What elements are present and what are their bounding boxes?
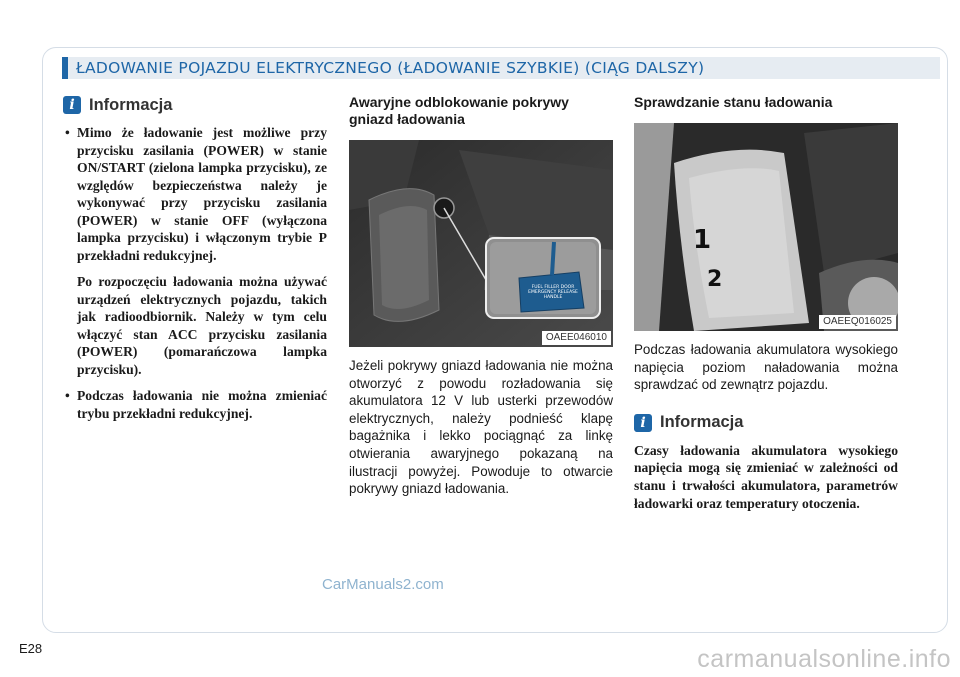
- column-middle: [349, 94, 613, 498]
- charge-status-heading: Sprawdzanie stanu ładowania: [634, 94, 833, 110]
- page-number: E28: [19, 641, 43, 656]
- trunk-illustration: [349, 140, 613, 347]
- bullet-paragraph: Po rozpoczęciu ładowania można używać urządzeń elektrycznych pojazdu, takich jak radioodbiornik. Należy w tym celu włączyć stan ACC przycisku zasilania (POWER) (pomarańczowa lampka przycisku).: [77, 274, 327, 377]
- charge-status-text: Podczas ładowania akumulatora wysokiego napięcia poziom naładowania można sprawdzać od zewnątrz pojazdu.: [634, 342, 898, 393]
- watermark-carmanuals2: CarManuals2.com: [322, 576, 444, 593]
- info-title: Informacja: [660, 413, 744, 432]
- info-bullet-list: [63, 124, 327, 422]
- emergency-release-heading: Awaryjne odblokowanie pokrywy gniazd ładowania: [349, 94, 569, 127]
- release-tag-label: FUEL FILLER DOOR EMERGENCY RELEASE HANDLE: [528, 285, 578, 300]
- info-title: Informacja: [89, 95, 173, 114]
- column-left: [63, 94, 327, 431]
- info-icon: i: [63, 96, 81, 114]
- bullet-item: [63, 124, 327, 378]
- bullet-paragraph: • Podczas ładowania nie można zmieniać trybu przekładni redukcyjnej.: [77, 388, 327, 421]
- charge-indicator-figure: [634, 123, 898, 331]
- callout-1: 1: [693, 225, 712, 255]
- bullet-paragraph: • Mimo że ładowanie jest możliwe przy przycisku zasilania (POWER) w stanie ON/START (zielona lampka przycisku), ze względów bezpieczeństwa należy je wykonywać przy przycisku zasilania (POWER) w stanie OFF (wyłączona lampka przycisku) i włączonym trybie P przekładni redukcyjnej.: [77, 125, 327, 263]
- bullet-item: [63, 387, 327, 422]
- column-right: [634, 94, 898, 512]
- info-heading: [634, 412, 898, 434]
- figure-caption: OAEEQ016025: [819, 315, 896, 329]
- info-icon: i: [634, 414, 652, 432]
- info-text: Czasy ładowania akumulatora wysokiego napięcia mogą się zmieniać w zależności od stanu i trwałości akumulatora, parametrów ładowarki oraz temperatury otoczenia.: [634, 442, 898, 511]
- figure-caption: OAEE046010: [542, 331, 611, 345]
- dashboard-illustration: [634, 123, 898, 331]
- info-heading: [63, 94, 327, 116]
- section-header-accent: [62, 57, 68, 79]
- emergency-release-text: Jeżeli pokrywy gniazd ładowania nie można otworzyć z powodu rozładowania się akumulatora 12 V lub usterki przewodów elektrycznych, należy podnieść klapę bagażnika i lekko pociągnąć za linkę otwierania awaryjnego pokazaną na ilustracji powyżej. Powoduje to otwarcie pokrywy gniazd ładowania.: [349, 358, 613, 497]
- watermark-carmanualsonline: carmanualsonline.info: [697, 645, 951, 673]
- trunk-release-figure: [349, 140, 613, 347]
- section-title: ŁADOWANIE POJAZDU ELEKTRYCZNEGO (ŁADOWANIE SZYBKIE) (CIĄG DALSZY): [76, 59, 705, 77]
- callout-2: 2: [707, 267, 723, 292]
